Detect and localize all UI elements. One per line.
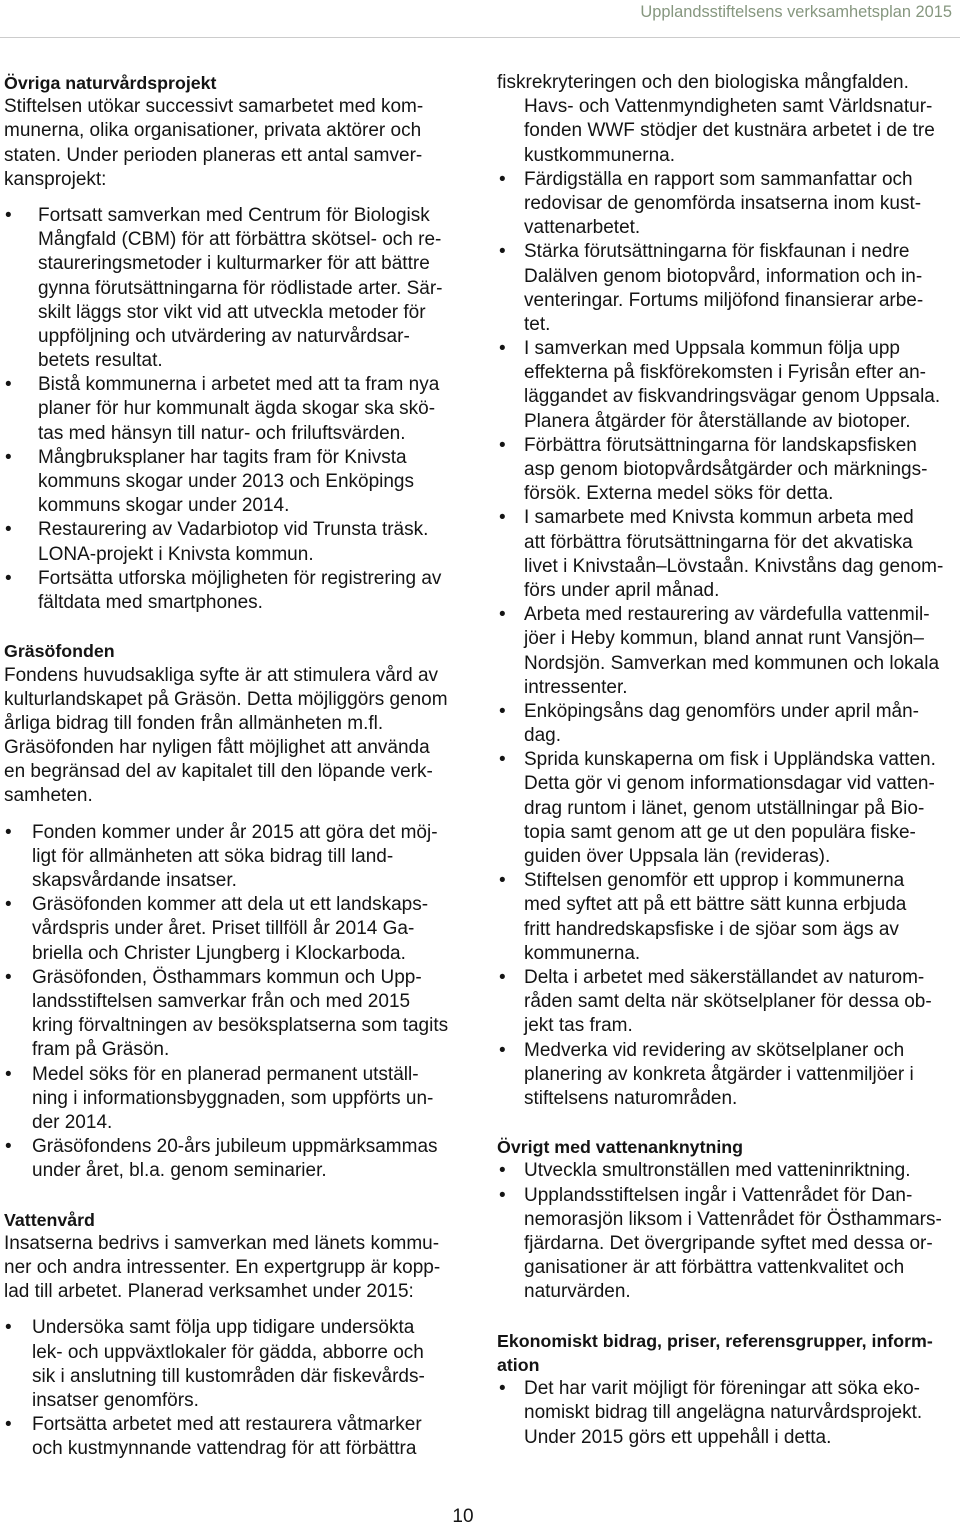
bullet-list [497,168,957,1111]
bullet-text-line: under året, bl.a. genom seminarier. [32,1160,327,1182]
text-line: kustkommunerna. [524,144,676,166]
bullet-item [4,1135,464,1183]
bullet-text-line: Mångbruksplaner har tagits fram för Knivsta [38,446,407,468]
text-line: ner och andra intressenter. En expertgrupp är kopp- [4,1257,441,1278]
bullet-item [497,1039,957,1112]
section-heading [497,1329,957,1377]
bullet-text-line: Fortsatt samverkan med Centrum för Biologisk [38,204,430,226]
section-vattenvard [4,1208,464,1462]
section-heading [4,1208,464,1232]
bullet-icon: • [499,604,506,626]
bullet-text-line: med syftet att på ett bättre sätt kunna erbjuda [524,894,907,916]
bullet-item [4,821,464,894]
bullet-text-line: skapsvårdande insatser. [32,870,237,891]
bullet-text-line: fältdata med smartphones. [38,591,263,613]
bullet-text-line: Stiftelsen genomför ett upprop i kommunerna [524,870,905,892]
heading-line: ation [497,1354,540,1375]
section-intro [4,664,464,809]
bullet-text-line: stiftelsens naturområden. [524,1087,738,1109]
bullet-item [497,506,957,603]
bullet-text-line: Bistå kommunerna i arbetet med att ta fram nya [38,374,440,396]
bullet-text-line: venteringar. Fortums miljöfond finansierar arbe- [524,289,924,311]
text-line: Stiftelsen utökar successivt samarbetet med kom- [4,96,424,118]
bullet-text-line: förs under april månad. [524,579,720,601]
bullet-text-line: försök. Externa medel söks för detta. [524,483,834,505]
bullet-text-line: kommuns skogar under 2014. [38,495,290,517]
text-line: samheten. [4,785,93,807]
bullet-text-line: betets resultat. [38,350,163,372]
bullet-icon: • [5,446,12,468]
bullet-text-line: guiden över Uppsala län (revideras). [524,846,831,867]
header-divider [0,37,960,38]
bullet-text-line: jekt tas fram. [524,1015,633,1037]
bullet-item [497,1159,957,1183]
section-grasofonden [4,639,464,1183]
bullet-item [4,373,464,446]
bullet-text-line: tas med hänsyn till natur- och friluftsvärden. [38,422,406,444]
bullet-icon: • [499,507,506,529]
bullet-item [497,966,957,1039]
bullet-text-line: kommunerna. [524,942,641,964]
bullet-item [497,240,957,337]
bullet-text-line: råden samt delta när skötselplaner för dessa ob- [524,991,932,1013]
bullet-item [4,1413,464,1461]
bullet-icon: • [499,241,506,263]
section-heading [4,639,464,663]
text-line: kansprojekt: [4,168,107,190]
bullet-item [497,337,957,434]
bullet-icon: • [5,374,12,396]
bullet-text-line: intressenter. [524,676,628,698]
bullet-text-line: naturvärden. [524,1281,631,1303]
heading-line: Vattenvård [4,1209,95,1230]
bullet-icon: • [499,1160,506,1182]
bullet-text-line: asp genom biotopvårdsåtgärder och märknings- [524,459,928,480]
bullet-text-line: jöer i Heby kommun, bland annat runt Vansjön– [524,628,924,650]
continued-paragraph [497,71,957,168]
bullet-text-line: Gräsöfondens 20-års jubileum uppmärksammas [32,1136,438,1158]
text-line: Fondens huvudsakliga syfte är att stimulera vård av [4,664,439,686]
bullet-list [497,1159,957,1304]
bullet-text-line: landsstiftelsen samverkar från och med 2015 [32,990,411,1012]
bullet-text-line: Upplandsstiftelsen ingår i Vattenrådet för Dan- [524,1184,913,1206]
bullet-item [4,1063,464,1136]
section-vattenvard-continued [497,71,957,1111]
bullet-text-line: Arbeta med restaurering av värdefulla vattenmil- [524,604,930,626]
bullet-text-line: ning i informationsbyggnaden, som uppförts un- [32,1087,434,1109]
bullet-item [4,893,464,966]
bullet-text-line: sik i anslutning till kustområden där fiskevårds- [32,1365,425,1387]
bullet-item [4,518,464,566]
bullet-icon: • [5,204,12,226]
bullet-list [4,1316,464,1461]
bullet-icon: • [5,1317,12,1339]
bullet-text-line: och kustmynnande vattendrag för att förbättra [32,1438,417,1460]
bullet-text-line: Medel söks för en planerad permanent utställ- [32,1063,419,1085]
bullet-text-line: Sprida kunskaperna om fisk i Uppländska vatten. [524,749,936,771]
right-column [497,71,957,1450]
text-line: fiskrekryteringen och den biologiska mångfalden. [497,72,909,93]
bullet-text-line: gynna förutsättningarna för rödlistade arter. Sär- [38,277,443,299]
bullet-icon: • [499,434,506,456]
bullet-text-line: Under 2015 görs ett uppehåll i detta. [524,1426,832,1448]
bullet-text-line: Gräsöfonden kommer att dela ut ett landskaps- [32,894,429,916]
bullet-item [497,168,957,241]
bullet-text-line: nomiskt bidrag till angelägna naturvårdsprojekt. [524,1402,923,1424]
bullet-icon: • [499,870,506,892]
bullet-text-line: Gräsöfonden, Östhammars kommun och Upp- [32,966,422,988]
bullet-list [4,821,464,1184]
bullet-text-line: nemorasjön liksom i Vattenrådet för Östhammars- [524,1208,942,1230]
heading-line: Gräsöfonden [4,641,115,662]
bullet-item [497,748,957,869]
bullet-text-line: lek- och uppväxtlokaler för gädda, abborre och [32,1341,424,1363]
bullet-item [4,204,464,373]
bullet-text-line: Planera åtgärder för återställande av biotoper. [524,410,911,432]
bullet-text-line: uppföljning och utvärdering av naturvårdsar- [38,325,410,347]
bullet-icon: • [499,1184,506,1206]
bullet-text-line: planer för hur kommunalt ägda skogar ska skö- [38,398,436,420]
bullet-item [4,446,464,519]
bullet-icon: • [499,1039,506,1061]
bullet-icon: • [5,966,12,988]
bullet-list [4,204,464,615]
bullet-text-line: Utveckla smultronställen med vatteninriktning. [524,1160,911,1182]
bullet-text-line: redovisar de genomförda insatserna inom kust- [524,192,922,214]
bullet-text-line: Detta gör vi genom informationsdagar vid vatten- [524,773,935,795]
bullet-icon: • [5,1063,12,1085]
bullet-item [4,1316,464,1413]
bullet-text-line: effekterna på fiskförekomsten i Fyrisån efter an- [524,362,926,384]
bullet-text-line: Fortsätta arbetet med att restaurera våtmarker [32,1414,422,1436]
bullet-item [497,603,957,700]
bullet-text-line: skilt läggs stor vikt vid att utveckla metoder för [38,301,426,323]
section-ovriga-naturvardsprojekt [4,71,464,615]
bullet-text-line: Mångfald (CBM) för att förbättra skötsel- och re- [38,229,442,251]
bullet-text-line: ligt för allmänheten att söka bidrag till land- [32,845,394,867]
bullet-icon: • [499,700,506,722]
bullet-text-line: Enköpingsåns dag genomförs under april mån- [524,700,920,722]
text-line: staten. Under perioden planeras ett antal samver- [4,144,423,166]
bullet-text-line: staureringsmetoder i kulturmarker för att bättre [38,253,430,275]
bullet-item [4,567,464,615]
bullet-text-line: fritt handredskapsfiske i de sjöar som ägs av [524,918,899,940]
bullet-text-line: fjärdarna. Det övergripande syftet med dessa or- [524,1233,933,1254]
text-line: en begränsad del av kapitalet till den löpande verk- [4,761,433,783]
bullet-text-line: Undersöka samt följa upp tidigare undersökta [32,1317,415,1339]
bullet-item [497,1377,957,1450]
bullet-text-line: att förbättra förutsättningarna för det akvatiska [524,531,913,553]
text-line: fonden WWF stödjer det kustnära arbetet i de tre [524,120,935,142]
section-intro [4,95,464,192]
bullet-icon: • [499,1378,506,1400]
bullet-text-line: ganisationer är att förbättra vattenkvalitet och [524,1257,905,1279]
bullet-text-line: Fortsätta utforska möjligheten för registrering av [38,567,442,589]
bullet-icon: • [5,1414,12,1436]
section-heading [497,1135,957,1159]
heading-line: Övriga naturvårdsprojekt [4,73,217,93]
bullet-text-line: kommuns skogar under 2013 och Enköpings [38,471,415,492]
bullet-text-line: kring förvaltningen av besöksplatserna som tagits [32,1015,449,1037]
bullet-list [497,1377,957,1450]
bullet-text-line: Färdigställa en rapport som sammanfattar och [524,168,913,190]
running-header: Upplandsstiftelsens verksamhetsplan 2015 [640,3,952,21]
bullet-text-line: fram på Gräsön. [32,1039,170,1061]
bullet-text-line: I samarbete med Knivsta kommun arbeta med [524,507,914,529]
bullet-text-line: insatser genomförs. [32,1389,199,1411]
heading-line: Ekonomiskt bidrag, priser, referensgrupper, inform- [497,1330,933,1351]
bullet-text-line: I samverkan med Uppsala kommun följa upp [524,338,900,360]
bullet-icon: • [499,338,506,360]
bullet-item [497,700,957,748]
text-line: kulturlandskapet på Gräsön. Detta möjliggörs genom [4,688,448,710]
bullet-text-line: Delta i arbetet med säkerställandet av naturom- [524,966,925,988]
bullet-icon: • [5,894,12,916]
bullet-icon: • [5,1136,12,1158]
section-intro [4,1232,464,1305]
bullet-text-line: Fonden kommer under år 2015 att göra det möj- [32,821,438,843]
bullet-item [497,434,957,507]
bullet-text-line: Stärka förutsättningarna för fiskfaunan i nedre [524,241,910,263]
bullet-text-line: drag runtom i länet, genom utställningar på Bio- [524,797,925,819]
bullet-text-line: livet i Knivstaån–Lövstaån. Knivståns dag genom- [524,555,944,577]
bullet-text-line: tet. [524,313,551,335]
bullet-icon: • [5,519,12,541]
text-line: Havs- och Vattenmyndigheten samt Världsnatur- [524,96,933,118]
bullet-text-line: Nordsjön. Samverkan med kommunen och lokala [524,652,940,674]
bullet-text-line: vårdspris under året. Priset tillföll år 2014 Ga- [32,918,415,940]
bullet-text-line: dag. [524,725,561,747]
left-column [4,71,464,1462]
section-ekonomiskt-bidrag [497,1329,957,1450]
text-line: lad till arbetet. Planerad verksamhet under 2015: [4,1281,414,1303]
bullet-icon: • [499,966,506,988]
bullet-text-line: LONA-projekt i Knivsta kommun. [38,543,314,565]
bullet-text-line: der 2014. [32,1111,113,1133]
page-number: 10 [452,1506,474,1527]
bullet-icon: • [499,168,506,190]
bullet-icon: • [5,567,12,589]
bullet-text-line: Restaurering av Vadarbiotop vid Trunsta träsk. [38,519,429,541]
bullet-text-line: Medverka vid revidering av skötselplaner och [524,1039,905,1061]
text-line: Gräsöfonden har nyligen fått möjlighet att använda [4,737,430,759]
section-heading [4,71,464,95]
bullet-text-line: briella och Christer Ljungberg i Klockarboda. [32,942,406,964]
section-ovrigt-med-vattenanknytning [497,1135,957,1304]
bullet-text-line: topia samt genom att ge ut den populära fiske- [524,821,916,843]
bullet-item [4,966,464,1063]
bullet-item [497,869,957,966]
bullet-text-line: Förbättra förutsättningarna för landskapsfisken [524,434,917,456]
bullet-text-line: vattenarbetet. [524,217,641,239]
bullet-icon: • [499,749,506,771]
bullet-item [497,1184,957,1305]
bullet-text-line: Dalälven genom biotopvård, information och in- [524,265,923,287]
text-line: Insatserna bedrivs i samverkan med länets kommu- [4,1232,440,1254]
text-line: munerna, olika organisationer, privata aktörer och [4,120,422,142]
text-line: årliga bidrag till fonden från allmänheten m.fl. [4,712,384,734]
heading-line: Övrigt med vattenanknytning [497,1137,744,1158]
bullet-text-line: planering av konkreta åtgärder i vattenmiljöer i [524,1063,914,1085]
bullet-text-line: Det har varit möjligt för föreningar att söka eko- [524,1378,921,1400]
bullet-text-line: läggandet av fiskvandringsvägar genom Uppsala. [524,386,941,408]
bullet-icon: • [5,821,12,843]
